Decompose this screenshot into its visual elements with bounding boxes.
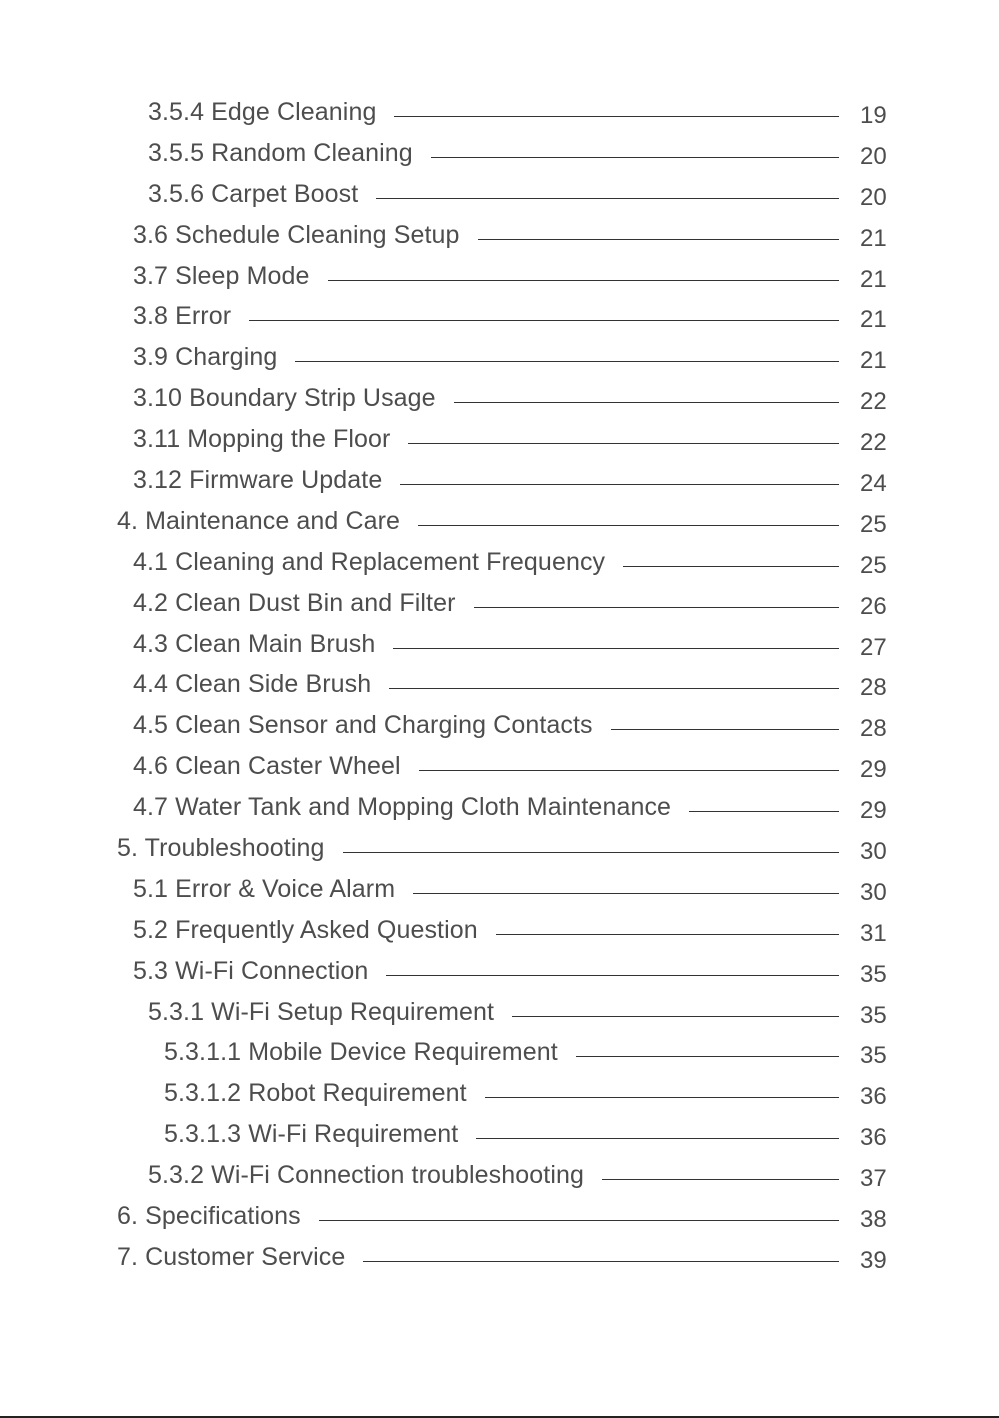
toc-entry[interactable] <box>0 296 999 337</box>
toc-entry[interactable] <box>0 337 999 378</box>
toc-entry-page-number: 36 <box>860 1124 887 1152</box>
toc-entry-line <box>133 746 839 787</box>
toc-entry-title: 4.4 Clean Side Brush <box>133 670 372 699</box>
toc-entry-page-number: 35 <box>860 1001 887 1029</box>
toc-entry-page-number: 28 <box>860 715 887 743</box>
toc-entry[interactable] <box>0 215 999 256</box>
toc-entry-title: 4.3 Clean Main Brush <box>133 629 376 658</box>
toc-leader-line <box>376 198 839 199</box>
toc-leader-line <box>393 648 839 649</box>
toc-entry-line <box>133 378 839 419</box>
toc-leader-line <box>295 361 839 362</box>
toc-entry-page-number: 35 <box>860 960 887 988</box>
toc-entry-line <box>133 337 839 378</box>
toc-entry-line <box>133 869 839 910</box>
toc-entry[interactable] <box>0 1237 999 1278</box>
toc-entry-line <box>133 542 839 583</box>
toc-entry-title: 4.7 Water Tank and Mopping Cloth Maintenance <box>133 793 672 822</box>
toc-entry-title: 5.3.1.2 Robot Requirement <box>164 1079 467 1108</box>
toc-entry-page-number: 21 <box>860 347 887 375</box>
toc-entry-title: 3.10 Boundary Strip Usage <box>133 384 436 413</box>
toc-entry[interactable] <box>0 92 999 133</box>
toc-entry[interactable] <box>0 828 999 869</box>
toc-entry-title: 3.6 Schedule Cleaning Setup <box>133 220 460 249</box>
toc-entry-title: 3.11 Mopping the Floor <box>133 425 391 454</box>
toc-entry-page-number: 38 <box>860 1206 887 1234</box>
toc-leader-line <box>689 811 839 812</box>
toc-entry-page-number: 35 <box>860 1042 887 1070</box>
toc-entry-page-number: 24 <box>860 470 887 498</box>
toc-leader-line <box>512 1016 839 1017</box>
toc-entry-title: 5.3.1 Wi-Fi Setup Requirement <box>148 997 495 1026</box>
toc-entry-page-number: 19 <box>860 102 887 129</box>
toc-entry[interactable] <box>0 705 999 746</box>
toc-entry[interactable] <box>0 256 999 297</box>
toc-entry-page-number: 26 <box>860 592 887 620</box>
toc-entry-page-number: 29 <box>860 756 887 784</box>
toc-entry-page-number: 25 <box>860 510 887 538</box>
toc-entry[interactable] <box>0 746 999 787</box>
toc-entry-title: 3.5.4 Edge Cleaning <box>148 97 377 126</box>
toc-entry[interactable] <box>0 869 999 910</box>
toc-entry-line <box>133 215 839 256</box>
toc-entry-line <box>148 133 839 174</box>
toc-entry-line <box>164 1073 839 1114</box>
toc-leader-line <box>319 1220 839 1221</box>
toc-leader-line <box>249 320 839 321</box>
toc-entry[interactable] <box>0 378 999 419</box>
toc-entry-line <box>117 1237 839 1278</box>
toc-entry-page-number: 25 <box>860 551 887 579</box>
toc-entry-page-number: 20 <box>860 142 887 170</box>
toc-leader-line <box>386 975 839 976</box>
toc-entry[interactable] <box>0 419 999 460</box>
toc-leader-line <box>413 893 839 894</box>
toc-entry-title: 6. Specifications <box>117 1201 301 1230</box>
toc-entry-title: 3.9 Charging <box>133 343 278 372</box>
toc-entry[interactable] <box>0 1196 999 1237</box>
toc-entry-title: 5.2 Frequently Asked Question <box>133 915 478 944</box>
toc-leader-line <box>389 688 839 689</box>
toc-entry[interactable] <box>0 624 999 665</box>
toc-entry-line <box>133 419 839 460</box>
toc-entry-line <box>148 1155 839 1196</box>
toc-leader-line <box>408 443 839 444</box>
toc-entry-title: 4.5 Clean Sensor and Charging Contacts <box>133 711 593 740</box>
toc-entry-title: 5.3.1.1 Mobile Device Requirement <box>164 1038 558 1067</box>
toc-entry-line <box>148 92 839 133</box>
toc-entry-title: 7. Customer Service <box>117 1242 346 1271</box>
toc-entry[interactable] <box>0 992 999 1033</box>
toc-entry-page-number: 22 <box>860 388 887 416</box>
toc-entry-page-number: 21 <box>860 224 887 252</box>
toc-entry-line <box>133 951 839 992</box>
toc-entry-line <box>133 910 839 951</box>
toc-entry-line <box>133 624 839 665</box>
toc-entry-page-number: 31 <box>860 919 887 947</box>
toc-entry-title: 3.8 Error <box>133 302 232 331</box>
toc-entry-line <box>164 1114 839 1155</box>
toc-entry-line <box>133 705 839 746</box>
toc-leader-line <box>418 525 839 526</box>
toc-leader-line <box>576 1056 839 1057</box>
table-of-contents <box>0 92 999 1278</box>
toc-entry-line <box>148 992 839 1033</box>
toc-entry-page-number: 37 <box>860 1165 887 1193</box>
toc-leader-line <box>400 484 839 485</box>
toc-entry-page-number: 30 <box>860 878 887 906</box>
toc-leader-line <box>474 607 839 608</box>
toc-entry-line <box>164 1032 839 1073</box>
toc-entry[interactable] <box>0 1114 999 1155</box>
toc-leader-line <box>328 280 839 281</box>
toc-leader-line <box>454 402 839 403</box>
toc-leader-line <box>602 1179 839 1180</box>
toc-entry-page-number: 20 <box>860 183 887 211</box>
toc-entry-line <box>133 583 839 624</box>
toc-entry-title: 4.6 Clean Caster Wheel <box>133 752 401 781</box>
toc-entry[interactable] <box>0 460 999 501</box>
toc-entry-page-number: 27 <box>860 633 887 661</box>
toc-entry[interactable] <box>0 787 999 828</box>
toc-leader-line <box>419 770 839 771</box>
toc-entry-page-number: 39 <box>860 1246 887 1274</box>
toc-entry-line <box>148 174 839 215</box>
toc-leader-line <box>363 1261 839 1262</box>
toc-entry[interactable] <box>0 910 999 951</box>
toc-entry[interactable] <box>0 1032 999 1073</box>
toc-entry-title: 4.1 Cleaning and Replacement Frequency <box>133 547 606 576</box>
toc-entry-title: 3.12 Firmware Update <box>133 465 383 494</box>
toc-entry[interactable] <box>0 664 999 705</box>
toc-leader-line <box>496 934 839 935</box>
toc-entry-title: 3.5.5 Random Cleaning <box>148 138 413 167</box>
toc-entry-line <box>117 1196 839 1237</box>
toc-entry[interactable] <box>0 133 999 174</box>
toc-entry-title: 5.3.1.3 Wi-Fi Requirement <box>164 1120 459 1149</box>
toc-entry[interactable] <box>0 1073 999 1114</box>
toc-entry-page-number: 21 <box>860 265 887 293</box>
toc-entry-line <box>133 296 839 337</box>
toc-leader-line <box>485 1097 839 1098</box>
toc-entry-line <box>133 256 839 297</box>
toc-entry-page-number: 22 <box>860 429 887 457</box>
toc-entry[interactable] <box>0 542 999 583</box>
toc-entry-line <box>133 787 839 828</box>
toc-entry[interactable] <box>0 951 999 992</box>
toc-entry-line <box>117 501 839 542</box>
toc-entry-title: 5.3 Wi-Fi Connection <box>133 956 369 985</box>
toc-leader-line <box>611 729 839 730</box>
toc-entry[interactable] <box>0 583 999 624</box>
toc-entry[interactable] <box>0 174 999 215</box>
toc-entry-page-number: 21 <box>860 306 887 334</box>
toc-leader-line <box>394 116 839 117</box>
toc-entry-title: 5.1 Error & Voice Alarm <box>133 874 396 903</box>
toc-leader-line <box>431 157 839 158</box>
toc-entry-title: 5.3.2 Wi-Fi Connection troubleshooting <box>148 1161 584 1190</box>
toc-entry[interactable] <box>0 1155 999 1196</box>
toc-entry-line <box>133 664 839 705</box>
toc-leader-line <box>623 566 839 567</box>
toc-entry-title: 3.7 Sleep Mode <box>133 261 310 290</box>
toc-entry-title: 4.2 Clean Dust Bin and Filter <box>133 588 456 617</box>
toc-leader-line <box>476 1138 839 1139</box>
toc-entry-title: 4. Maintenance and Care <box>117 506 401 535</box>
toc-entry-page-number: 30 <box>860 838 887 866</box>
toc-leader-line <box>478 239 839 240</box>
toc-entry-page-number: 28 <box>860 674 887 702</box>
toc-leader-line <box>343 852 839 853</box>
toc-entry-title: 5. Troubleshooting <box>117 833 325 862</box>
toc-entry-page-number: 36 <box>860 1083 887 1111</box>
toc-entry-line <box>133 460 839 501</box>
toc-entry-page-number: 29 <box>860 797 887 825</box>
toc-entry-line <box>117 828 839 869</box>
toc-entry-title: 3.5.6 Carpet Boost <box>148 179 359 208</box>
toc-entry[interactable] <box>0 501 999 542</box>
